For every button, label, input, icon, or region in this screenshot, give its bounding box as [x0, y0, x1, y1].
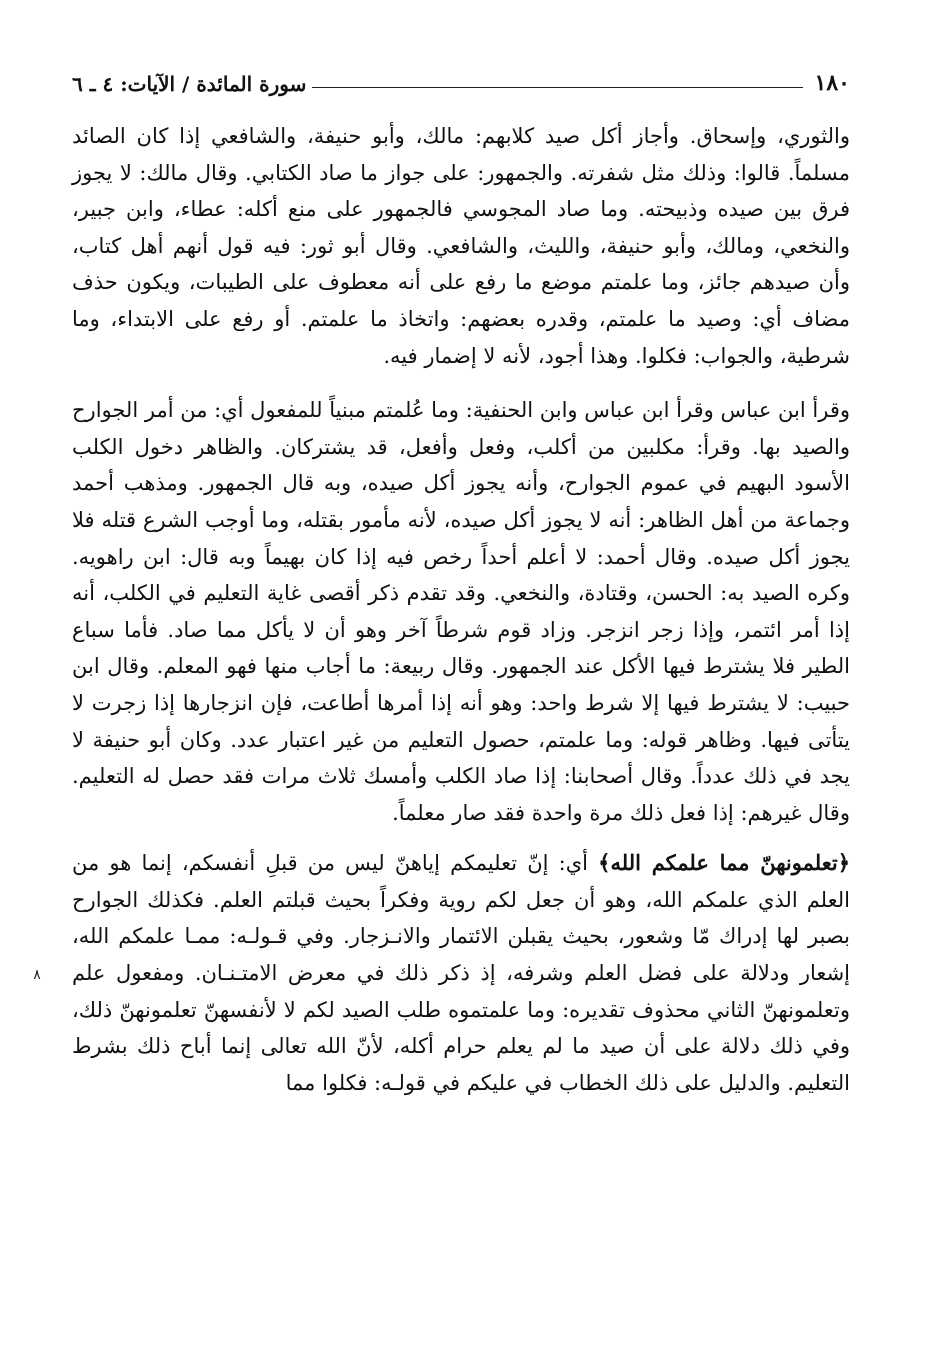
page-header — [72, 62, 850, 96]
margin-note — [24, 968, 50, 982]
quran-verse: ﴿تعلمونهنّ مما علمكم الله﴾ — [598, 850, 850, 876]
header-rule — [312, 87, 802, 88]
page-number: ١٨٠ — [814, 70, 850, 96]
paragraph: والثوري، وإسحاق. وأجاز أكل صيد كلابهم: مالك، وأبو حنيفة، والشافعي إذا كان الصائد مسلماً. قالوا: وذلك مثل شفرته. والجمهور: على جواز ما صاد الكتابي. وقال مالك: لا يجوز فرق بين صيده وذبيحته. وما صاد المجوسي فالجمهور على منع أكله: عطاء، وابن جبير، والنخعي، ومالك، وأبو حنيفة، والليث، والشافعي. وقال أبو ثور: فيه قول أنهم أهل كتاب، وأن صيدهم جائز، وما علمتم موضع ما رفع على أنه معطوف على الطيبات، ويكون حذف مضاف أي: وصيد ما علمتم، وقدره بعضهم: واتخاذ ما علمتم. أو رفع على الابتداء، وما شرطية، والجواب: فكلوا. وهذا أجود، لأنه لا إضمار فيه. — [72, 124, 850, 368]
paragraph-text: أي: إنّ تعليمكم إياهنّ ليس من قبلِ أنفسكم، إنما هو من العلم الذي علمكم الله، وهو أن جعل لكم روية وفكراً بحيث قبلتم العلم. فكذلك الجوارح بصبر لها إدراك مّا وشعور، بحيث يقبلن الائتمار والانـزجار. وفي قـولـه: ممـا علمكم الله، إشعار ودلالة على فضل العلم وشرفه، إذ ذكر ذلك في معرض الامتـنـان. ومفعول علم وتعلمونهنّ الثاني محذوف تقديره: وما علمتموه طلب الصيد لكم لا لأنفسهنّ تعلمونهنّ ذلك، وفي ذلك دلالة على أن صيد ما لم يعلم حرام أكله، لأنّ الله تعالى إنما أباح ذلك بشرط التعليم. والدليل على ذلك الخطاب في عليكم في قولـه: فكلوا مما — [72, 851, 850, 1095]
paragraph — [72, 845, 850, 1101]
paragraph: وقرأ ابن عباس وقرأ ابن عباس وابن الحنفية: وما عُلمتم مبنياً للمفعول أي: من أمر الجوارح والصيد بها. وقرأ: مكلبين من أكلب، وفعل وأفعل، قد يشتركان. والظاهر دخول الكلب الأسود البهيم في عموم الجوارح، وأنه يجوز أكل صيده، وبه قال الجمهور. ومذهب أحمد وجماعة من أهل الظاهر: أنه لا يجوز أكل صيده، لأنه مأمور بقتله، وما أوجب الشرع قتله فلا يجوز أكل صيده. وقال أحمد: لا أعلم أحداً رخص فيه إذا كان بهيماً وبه قال: ابن راهويه. وكره الصيد به: الحسن، وقتادة، والنخعي. وقد تقدم ذكر أقصى غاية التعليم في الكلب، أنه إذا أمر ائتمر، وإذا زجر انزجر. وزاد قوم شرطاً آخر وهو أن لا يأكل مما صاد. فأما سباع الطير فلا يشترط فيها الأكل عند الجمهور. وقال ربيعة: ما أجاب منها فهو المعلم. وقال ابن حبيب: لا يشترط فيها إلا شرط واحد: وهو أنه إذا أمرها أطاعت، فإن انزجارها إذا زجرت لا يتأتى فيها. وظاهر قوله: وما علمتم، حصول التعليم من غير اعتبار عدد. وكان أبو حنيفة لا يجد في ذلك عدداً. وقال أصحابنا: إذا صاد الكلب وأمسك ثلاث مرات فقد حصل له التعليم. وقال غيرهم: إذا فعل ذلك مرة واحدة فقد صار معلماً. — [72, 398, 850, 825]
margin-note-text: ٨ — [33, 967, 41, 983]
body-text — [72, 118, 850, 1101]
running-title: سورة المائدة / الآيات: ٤ ـ ٦ — [72, 72, 307, 96]
